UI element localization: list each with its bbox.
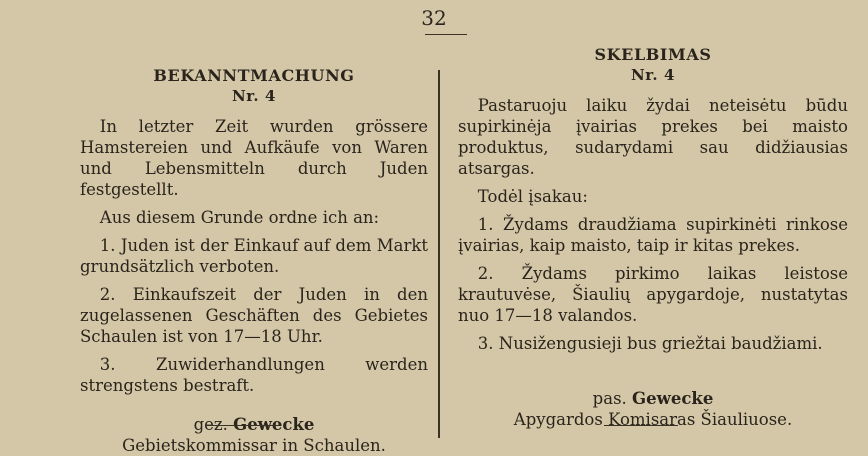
page-number: 32 — [421, 6, 447, 30]
column-divider — [438, 70, 440, 438]
german-announcement — [80, 62, 428, 456]
german-signer: Gewecke — [233, 415, 315, 434]
german-paragraph: 3. Zuwiderhandlungen werden strengstens bestraft. — [80, 355, 428, 395]
lithuanian-signature — [458, 388, 848, 430]
german-signature — [80, 414, 428, 456]
lithuanian-paragraph: Pastaruoju laiku žydai neteisėtu būdu supirkinėja įvairias prekes bei maisto produktus, sudarydami sau didžiausias atsargas. — [458, 96, 848, 178]
page-number-rule — [425, 34, 467, 35]
german-signature-prefix: gez. — [193, 415, 228, 434]
lithuanian-paragraph: 3. Nusižengusieji bus griežtai baudžiami. — [477, 334, 823, 353]
lithuanian-end-rule — [604, 425, 678, 426]
lithuanian-signer-title: Apygardos Komisaras Šiauliuose. — [513, 410, 793, 429]
german-paragraph: In letzter Zeit wurden grössere Hamstereien und Aufkäufe von Waren und Lebensmitteln durch Juden festgestellt. — [80, 117, 428, 199]
german-title: BEKANNTMACHUNG — [153, 66, 355, 85]
german-number: Nr. 4 — [231, 87, 277, 105]
lithuanian-number: Nr. 4 — [630, 66, 676, 84]
lithuanian-signer: Gewecke — [632, 389, 714, 408]
german-signer-title: Gebietskommissar in Schaulen. — [122, 436, 386, 455]
lithuanian-title: SKELBIMAS — [594, 45, 712, 64]
lithuanian-paragraph: Todėl įsakau: — [477, 187, 588, 206]
lithuanian-signature-prefix: pas. — [592, 389, 627, 408]
german-paragraph: 1. Juden ist der Einkauf auf dem Markt grundsätzlich verboten. — [80, 236, 428, 276]
german-paragraph: 2. Einkaufszeit der Juden in den zugelassenen Geschäften des Gebietes Schaulen ist von 17—18 Uhr. — [80, 285, 428, 346]
lithuanian-paragraph: 2. Žydams pirkimo laikas leistose krautuvėse, Šiaulių apygardoje, nustatytas nuo 17—18 valandos. — [458, 264, 848, 325]
lithuanian-announcement — [458, 45, 848, 430]
german-end-rule — [205, 425, 279, 426]
lithuanian-paragraph: 1. Žydams draudžiama supirkinėti rinkose įvairias, kaip maisto, taip ir kitas prekes. — [458, 215, 848, 255]
german-paragraph: Aus diesem Grunde ordne ich an: — [99, 208, 380, 227]
